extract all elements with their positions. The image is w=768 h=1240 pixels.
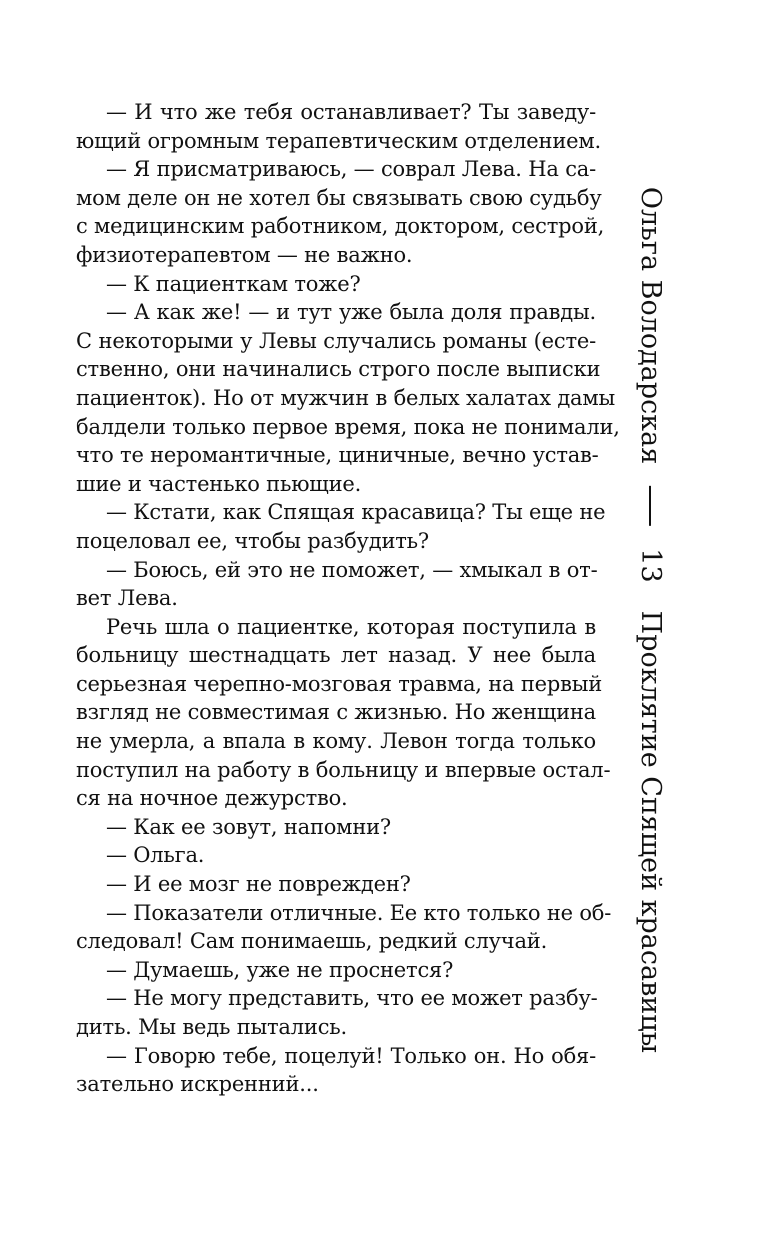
text-line: физиотерапевтом — не важно. <box>76 242 413 267</box>
book-title: Проклятие Спящей красавицы <box>635 610 666 1054</box>
text-line: — Думаешь, уже не проснется? <box>106 957 454 982</box>
text-line: — К пациенткам тоже? <box>106 271 361 296</box>
text-line: — Я присматриваюсь, — соврал Лева. На са- <box>106 157 596 182</box>
text-line: балдели только первое время, пока не понимали, <box>76 414 620 439</box>
text-line: ющий огромным терапевтическим отделением. <box>76 128 601 153</box>
text-line: — И ее мозг не поврежден? <box>106 872 411 897</box>
text-line: пациенток). Но от мужчин в белых халатах дамы <box>76 385 616 410</box>
text-line: серьезная черепно-мозговая травма, на первый <box>76 671 603 696</box>
text-line: — Кстати, как Спящая красавица? Ты еще не <box>106 500 606 525</box>
text-line: — Не могу представить, что ее может разбу- <box>106 986 598 1011</box>
text-line: — Показатели отличные. Ее кто только не об- <box>106 900 612 925</box>
separator-rule <box>649 486 651 526</box>
text-line: больницу шестнадцать лет назад. У нее была <box>76 643 596 668</box>
author-name: Ольга Володарская <box>635 186 666 465</box>
text-line: — И что же тебя останавливает? Ты заведу- <box>106 100 596 124</box>
text-line: — Как ее зовут, напомни? <box>106 814 391 839</box>
text-line: — А как же! — и тут уже была доля правды. <box>106 300 596 325</box>
text-line: зательно искренний... <box>76 1072 319 1097</box>
text-line: ся на ночное дежурство. <box>76 786 348 811</box>
text-line: шие и частенько пьющие. <box>76 471 362 496</box>
text-line: — Ольга. <box>106 843 205 868</box>
text-line: — Боюсь, ей это не поможет, — хмыкал в от- <box>106 557 598 582</box>
text-line: дить. Мы ведь пытались. <box>76 1015 347 1039</box>
text-line: — Говорю тебе, поцелуй! Только он. Но обя- <box>106 1043 596 1068</box>
text-line: Речь шла о пациентке, которая поступила в <box>106 614 596 639</box>
text-line: поступил на работу в больницу и впервые остал- <box>76 757 611 782</box>
text-line: следовал! Сам понимаешь, редкий случай. <box>76 929 548 954</box>
text-line: вет Лева. <box>76 586 178 611</box>
body-text <box>76 98 620 1099</box>
text-line: поцеловал ее, чтобы разбудить? <box>76 528 429 553</box>
text-line: не умерла, а впала в кому. Левон тогда только <box>76 729 596 754</box>
text-line: ственно, они начинались строго после выписки <box>76 357 601 382</box>
text-line: взгляд не совместимая с жизнью. Но женщина <box>76 700 596 725</box>
page-number: 13 <box>635 548 666 583</box>
text-line: мом деле он не хотел бы связывать свою судьбу <box>76 185 602 210</box>
text-line: с медицинским работником, доктором, сестрой, <box>76 214 605 239</box>
text-line: что те неромантичные, циничные, вечно устав- <box>76 443 599 468</box>
text-line: С некоторыми у Левы случались романы (есте- <box>76 328 596 353</box>
